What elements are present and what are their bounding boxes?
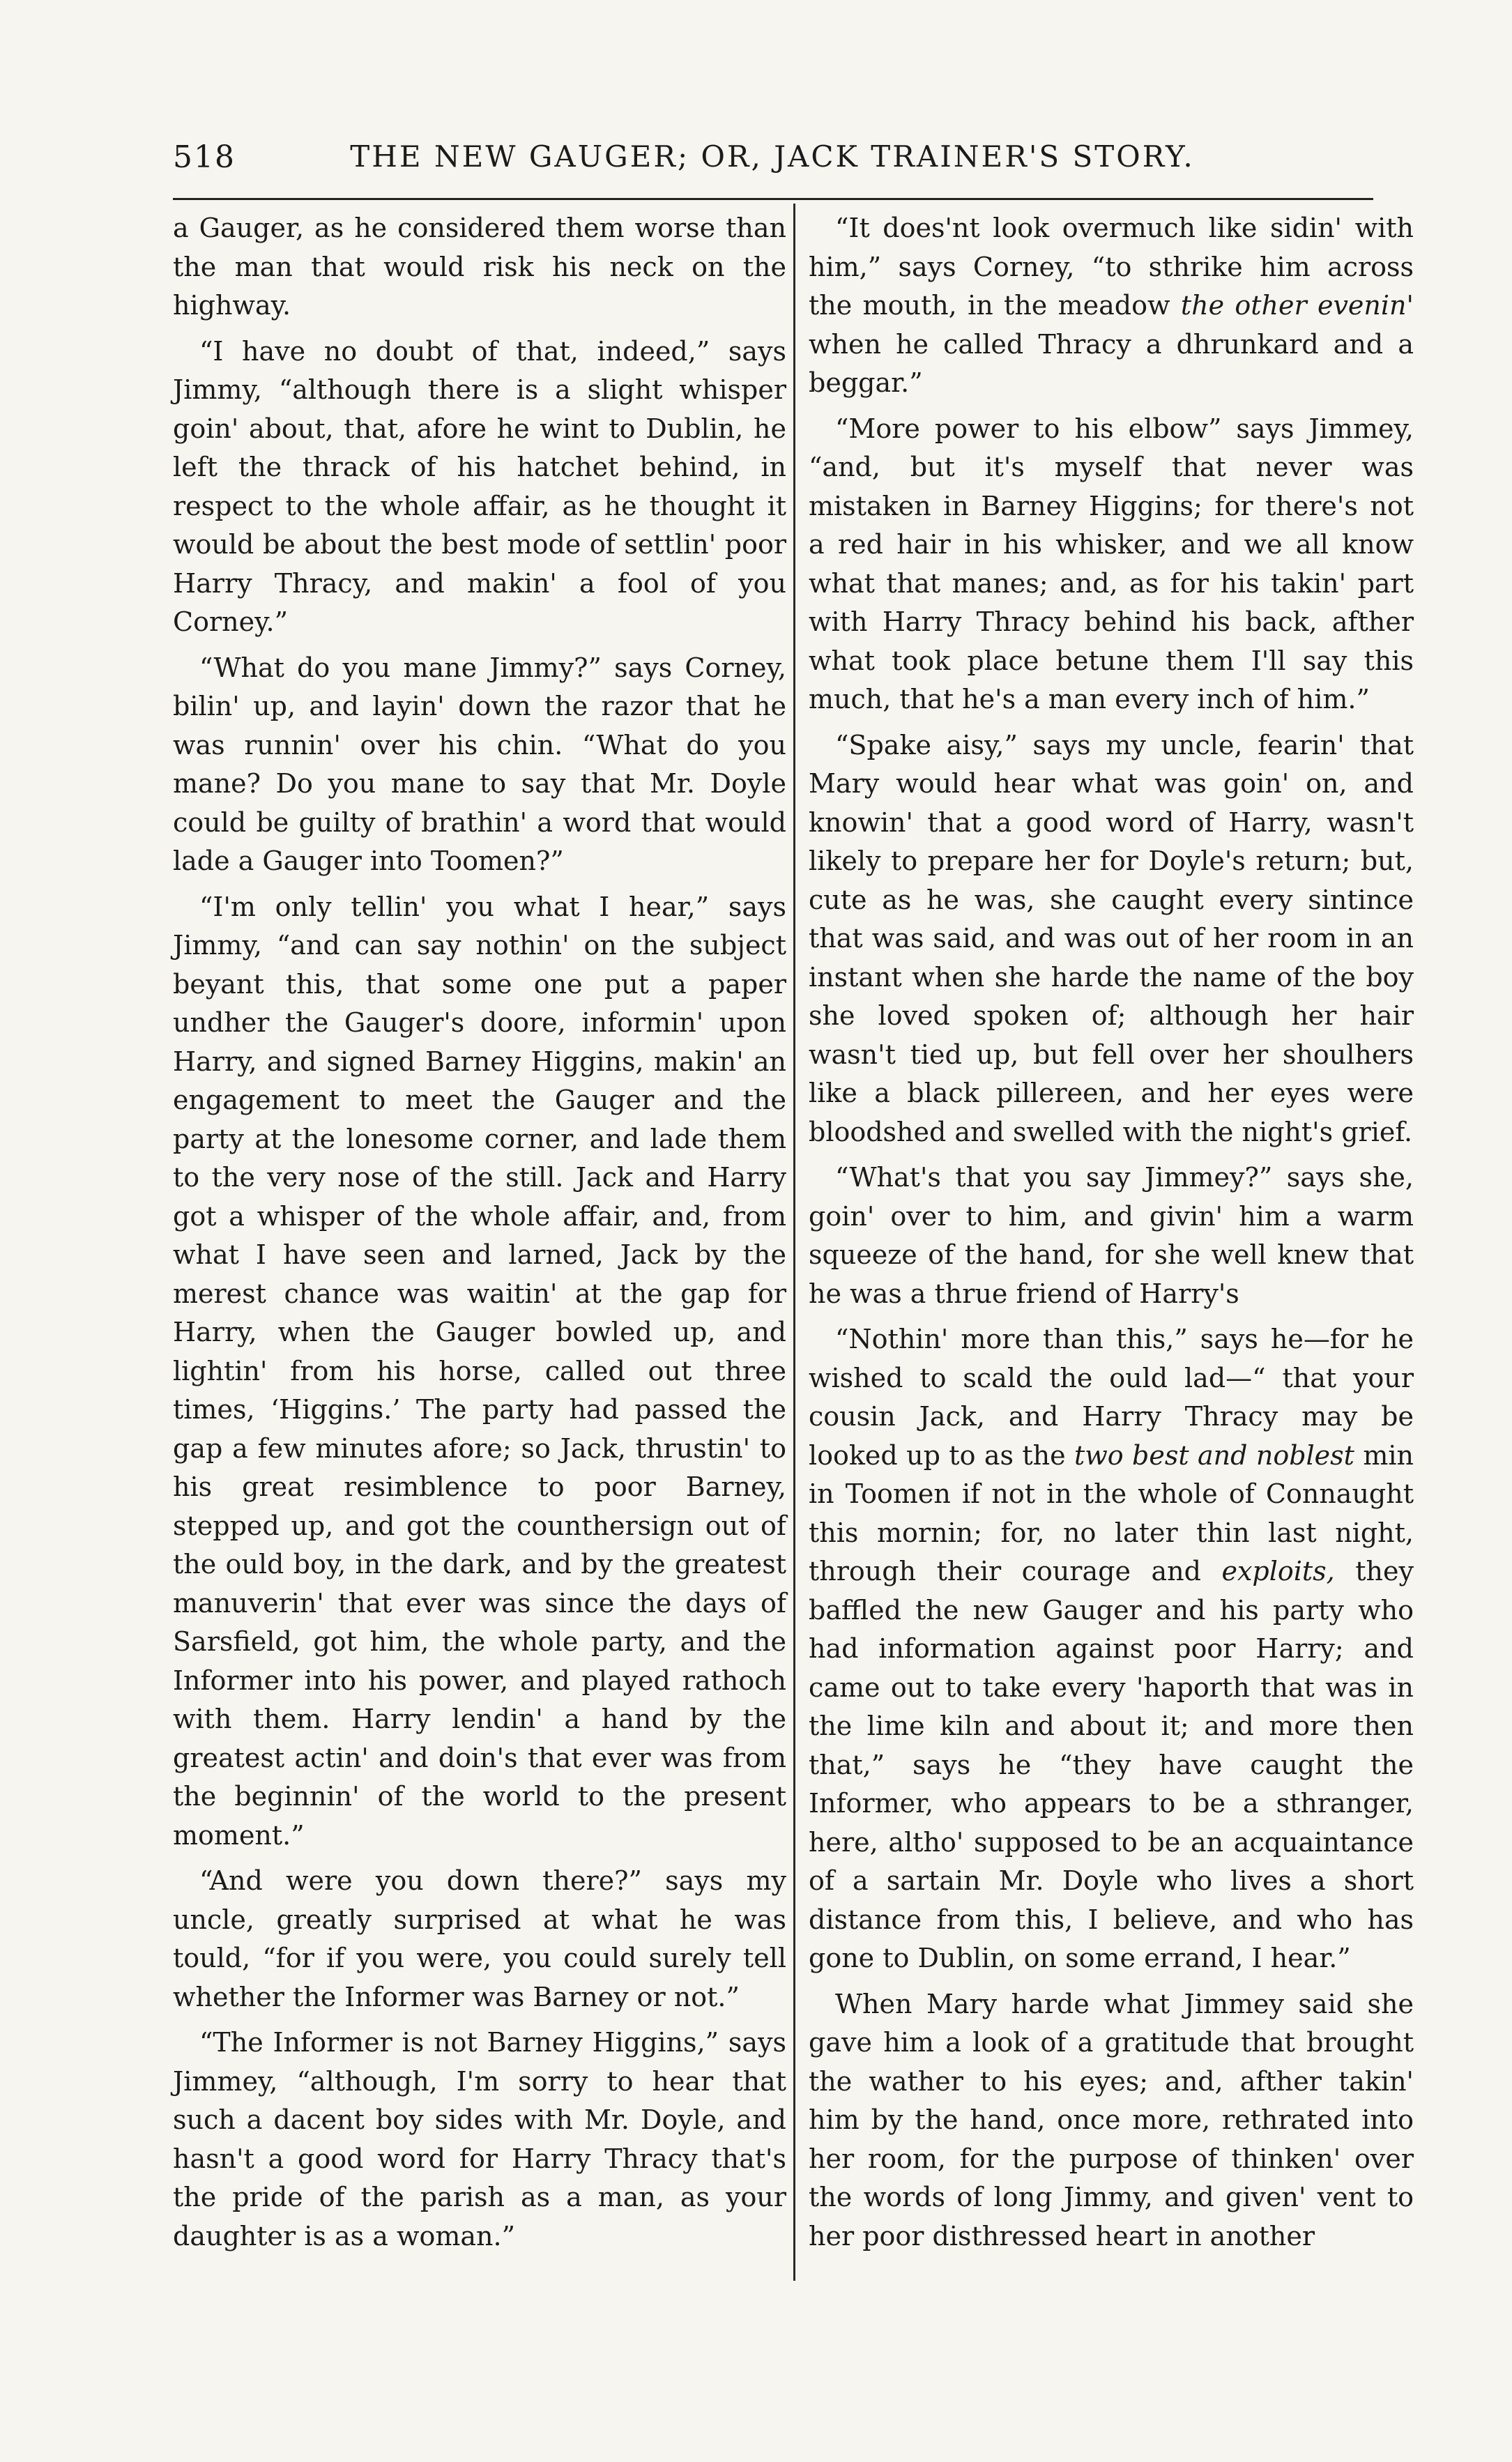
italic-text: two best and noblest	[1074, 1439, 1354, 1471]
paragraph: “I'm only tellin' you what I hear,” says Jimmy, “and can say nothin' on the subject beyant this, that some one put a paper undher the Gauger's doore, informin' upon Harry, and signed Barney Higgins, makin' an engagement to meet the Gauger and the party at the lonesome corner, and lade them to the very nose of the still. Jack and Harry got a whisper of the whole affair, and, from what I have seen and larned, Jack by the merest chance was waitin' at the gap for Harry, when the Gauger bowled up, and lightin' from his horse, called out three times, ‘Higgins.’ The party had passed the gap a few minutes afore; so Jack, thrustin' to his great resimblence to poor Barney, stepped up, and got the counthersign out of the ould boy, in the dark, and by the greatest manuverin' that ever was since the days of Sarsfield, got him, the whole party, and the Informer into his power, and played rathoch with them. Harry lendin' a hand by the greatest actin' and doin's that ever was from the beginnin' of the world to the present moment.”	[173, 891, 786, 1851]
header-rule	[173, 198, 1373, 200]
page-header	[173, 139, 1372, 188]
text-run: they baffled the new Gauger and his party who had information against poor Harry; and came out to take every 'haporth that was in the lime kiln and about it; and more then that,” says he “they have caught the Informer, who appears to be a sthranger, here, altho' supposed to be an acquaintance of a sartain Mr. Doyle who lives a short distance from this, I believe, and who has gone to Dublin, on some errand, I hear.”	[809, 1556, 1414, 1973]
paragraph: “I have no doubt of that, indeed,” says Jimmy, “although there is a slight whisper goin' about, that, afore he wint to Dublin, he left the thrack of his hatchet behind, in respect to the whole affair, as he thought it would be about the best mode of settlin' poor Harry Thracy, and makin' a fool of you Corney.”	[173, 335, 786, 637]
paragraph: “Spake aisy,” says my uncle, fearin' that Mary would hear what was goin' on, and knowin' that a good word of Harry, wasn't likely to prepare her for Doyle's return; but, cute as he was, she caught every sintince that was said, and was out of her room in an instant when she harde the name of the boy she loved spoken of; although her hair wasn't tied up, but fell over her shoulhers like a black pillereen, and her eyes were bloodshed and swelled with the night's grief.	[809, 729, 1414, 1147]
running-title: THE NEW GAUGER; OR, JACK TRAINER'S STORY.	[350, 139, 1195, 174]
text-run: “It does'nt look overmuch like sidin' with him,” says Corney, “to sthrike him across the mouth, in the meadow	[809, 213, 1414, 321]
paragraph: “More power to his elbow” says Jimmey, “and, but it's myself that never was mistaken in Barney Higgins; for there's not a red hair in his whisker, and we all know what that manes; and, as for his takin' part with Harry Thracy behind his back, afther what took place betune them I'll say this much, that he's a man every inch of him.”	[809, 413, 1414, 714]
right-column	[809, 209, 1414, 2263]
text-run: min in Toomen if not in the whole of Connaught this mornin; for, no later thin last night, through their courage and	[809, 1439, 1414, 1586]
paragraph: “What's that you say Jimmey?” says she, goin' over to him, and givin' him a warm squeeze of the hand, for she well knew that he was a thrue friend of Harry's	[809, 1162, 1414, 1309]
page-number: 518	[173, 139, 236, 175]
paragraph: “And were you down there?” says my uncle, greatly surprised at what he was tould, “for if you were, you could surely tell whether the Informer was Barney or not.”	[173, 1865, 786, 2012]
paragraph	[809, 1320, 1414, 1978]
text-run: “Nothin' more than this,” says he—for he wished to scald the ould lad—“ that your cousin Jack, and Harry Thracy may be looked up to as the	[809, 1324, 1414, 1471]
paragraph: a Gauger, as he considered them worse than the man that would risk his neck on the highway.	[173, 213, 786, 321]
paragraph: “What do you mane Jimmy?” says Corney, bilin' up, and layin' down the razor that he was runnin' over his chin. “What do you mane? Do you mane to say that Mr. Doyle could be guilty of brathin' a word that would lade a Gauger into Toomen?”	[173, 652, 786, 876]
italic-text: exploits,	[1221, 1556, 1335, 1586]
column-divider	[793, 204, 795, 2281]
paragraph: “The Informer is not Barney Higgins,” says Jimmey, “although, I'm sorry to hear that such a dacent boy sides with Mr. Doyle, and hasn't a good word for Harry Thracy that's the pride of the parish as a man, as your daughter is as a woman.”	[173, 2027, 786, 2251]
italic-text: the other evenin'	[1180, 290, 1414, 321]
paragraph: When Mary harde what Jimmey said she gave him a look of a gratitude that brought the wather to his eyes; and, afther takin' him by the hand, once more, rethrated into her room, for the purpose of thinken' over the words of long Jimmy, and given' vent to her poor disthressed heart in another	[809, 1988, 1414, 2251]
text-run: when he called Thracy a dhrunkard and a beggar.”	[809, 328, 1414, 398]
left-column	[173, 209, 786, 2263]
paragraph	[809, 209, 1414, 403]
